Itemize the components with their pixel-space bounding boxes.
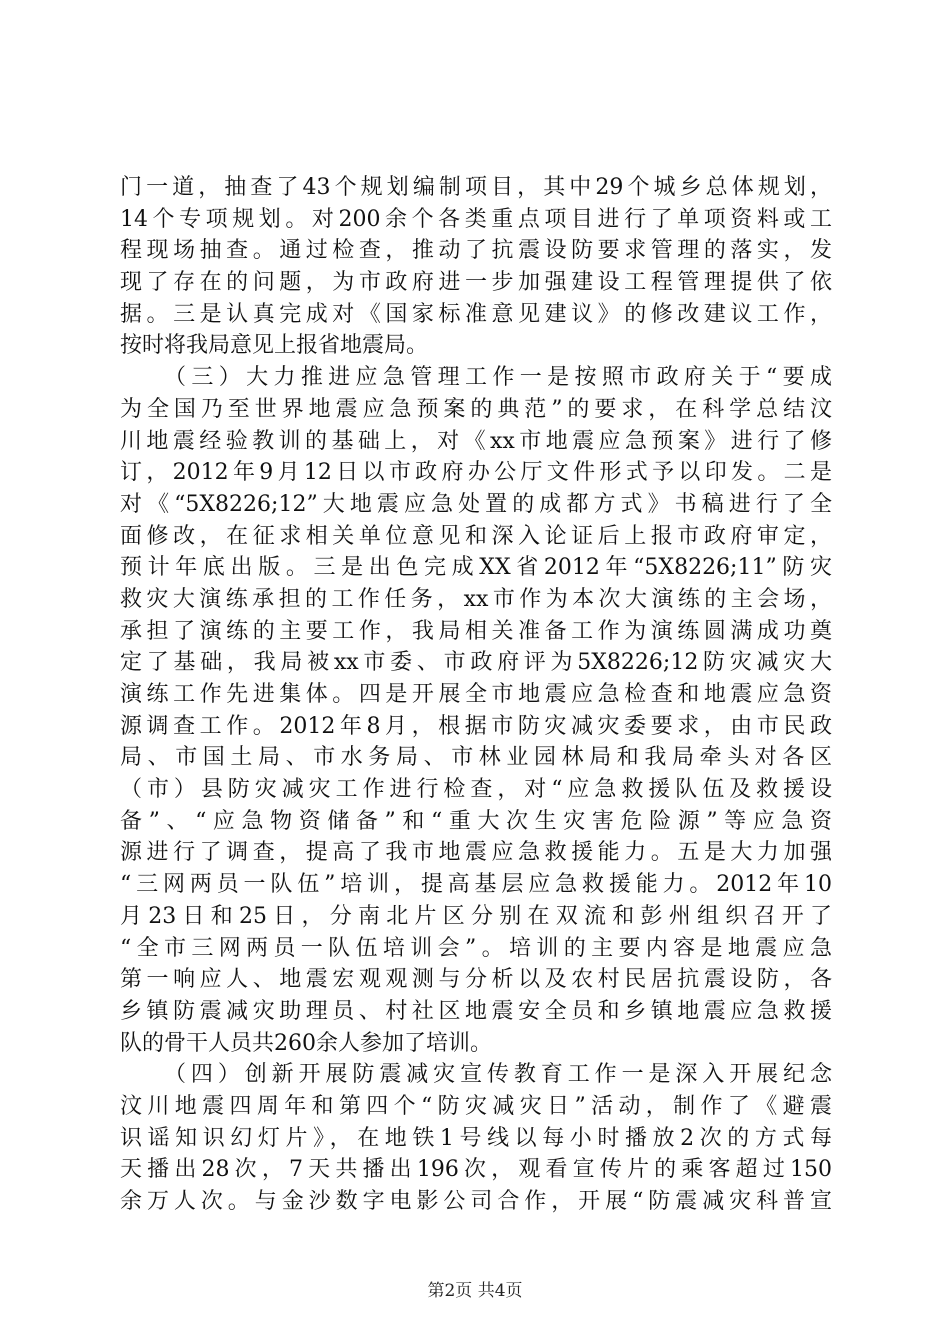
text-line: 定了基础，我局被xx市委、市政府评为5X8226;12防灾减灾大 bbox=[120, 650, 832, 676]
text-line: 备”、“应急物资储备”和“重大次生灾害危险源”等应急资 bbox=[120, 808, 832, 834]
text-line: 余万人次。与金沙数字电影公司合作，开展“防震减灾科普宣 bbox=[120, 1189, 832, 1214]
text-line: 第一响应人、地震宏观观测与分析以及农村民居抗震设防，各 bbox=[120, 967, 832, 993]
text-line: 源进行了调查，提高了我市地震应急救援能力。五是大力加强 bbox=[120, 840, 832, 866]
text-line: 识谣知识幻灯片》，在地铁1号线以每小时播放2次的方式每 bbox=[120, 1125, 832, 1151]
text-line: 局、市国土局、市水务局、市林业园林局和我局牵头对各区 bbox=[120, 745, 832, 771]
text-line: 天播出28次，7天共播出196次，观看宣传片的乘客超过150 bbox=[120, 1157, 832, 1183]
section-heading-line: （三）大力推进应急管理工作一是按照市政府关于“要成 bbox=[164, 365, 832, 391]
document-body bbox=[120, 172, 832, 1218]
text-line: 对《“5X8226;12”大地震应急处置的成都方式》书稿进行了全 bbox=[120, 491, 832, 517]
text-line: （市）县防灾减灾工作进行检查，对“应急救援队伍及救援设 bbox=[120, 777, 832, 803]
text-line: 现了存在的问题，为市政府进一步加强建设工程管理提供了依 bbox=[120, 270, 832, 296]
text-line: 救灾大演练承担的工作任务，xx市作为本次大演练的主会场， bbox=[120, 586, 832, 612]
text-line: 门一道，抽查了43个规划编制项目，其中29个城乡总体规划， bbox=[120, 175, 832, 200]
text-line: 订，2012年9月12日以市政府办公厅文件形式予以印发。二是 bbox=[120, 460, 832, 486]
text-line: 演练工作先进集体。四是开展全市地震应急检查和地震应急资 bbox=[120, 682, 832, 707]
text-line: 面修改，在征求相关单位意见和深入论证后上报市政府审定， bbox=[120, 523, 832, 549]
text-line: 14个专项规划。对200余个各类重点项目进行了单项资料或工 bbox=[120, 206, 832, 232]
text-line: “三网两员一队伍”培训，提高基层应急救援能力。2012年10 bbox=[120, 872, 832, 898]
text-line: 乡镇防震减灾助理员、村社区地震安全员和乡镇地震应急救援 bbox=[120, 998, 832, 1024]
section-heading-line: （四）创新开展防震减灾宣传教育工作一是深入开展纪念 bbox=[164, 1062, 832, 1088]
text-line: 汶川地震四周年和第四个“防灾减灾日”活动，制作了《避震 bbox=[120, 1093, 832, 1119]
text-line: 为全国乃至世界地震应急预案的典范”的要求，在科学总结汶 bbox=[120, 396, 832, 422]
page-number: 第2页 共4页 bbox=[427, 1281, 523, 1301]
text-line: 预计年底出版。三是出色完成XX省2012年“5X8226;11”防灾 bbox=[120, 555, 832, 581]
text-line: 承担了演练的主要工作，我局相关准备工作为演练圆满成功奠 bbox=[120, 618, 832, 644]
text-line: 程现场抽查。通过检查，推动了抗震设防要求管理的落实，发 bbox=[120, 238, 832, 264]
text-line: 源调查工作。2012年8月，根据市防灾减灾委要求，由市民政 bbox=[120, 713, 832, 739]
text-line: 川地震经验教训的基础上，对《xx市地震应急预案》进行了修 bbox=[120, 428, 832, 454]
page-footer bbox=[0, 1276, 950, 1301]
text-line: “全市三网两员一队伍培训会”。培训的主要内容是地震应急 bbox=[120, 935, 832, 961]
text-line: 队的骨干人员共260余人参加了培训。 bbox=[120, 1030, 492, 1056]
text-line: 据。三是认真完成对《国家标准意见建议》的修改建议工作， bbox=[120, 301, 832, 327]
text-line: 按时将我局意见上报省地震局。 bbox=[120, 333, 429, 359]
text-line: 月23日和25日，分南北片区分别在双流和彭州组织召开了 bbox=[120, 903, 832, 929]
